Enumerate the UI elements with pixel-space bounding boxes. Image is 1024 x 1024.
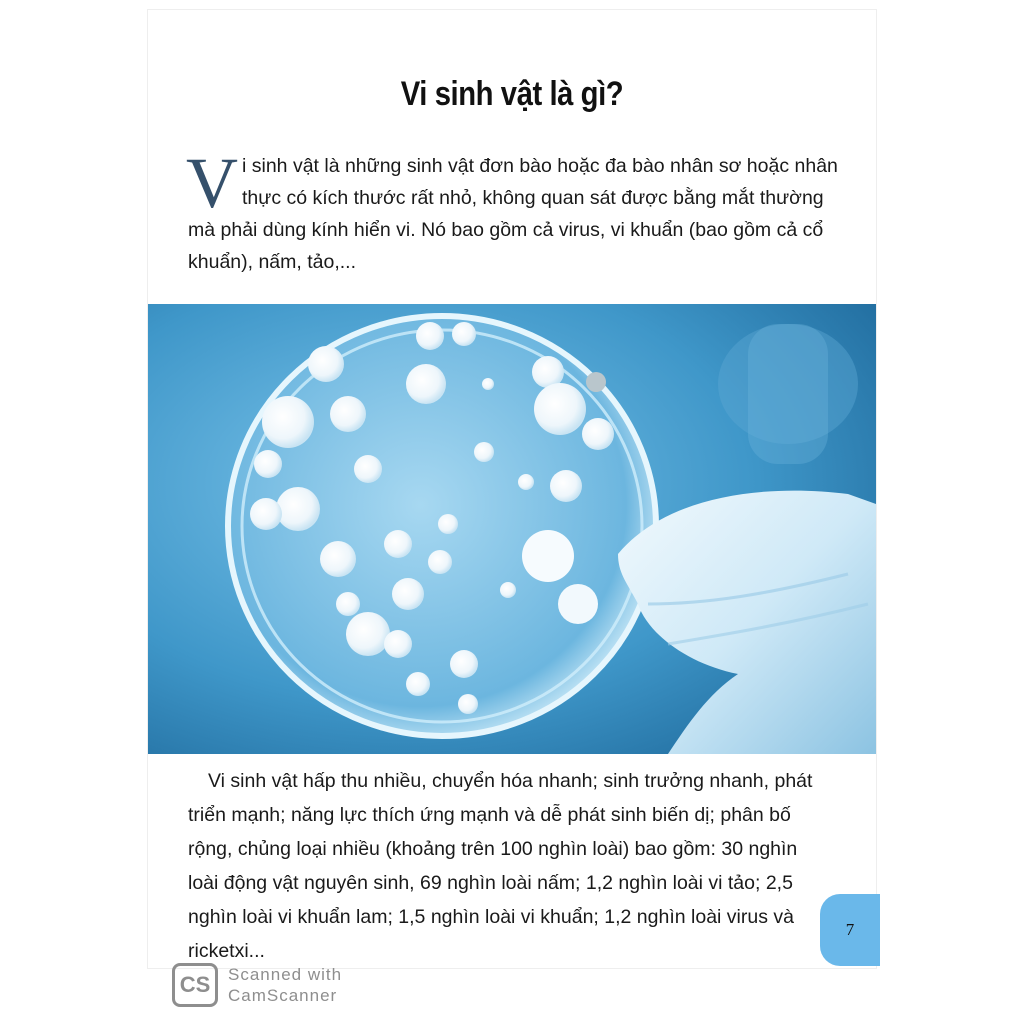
scanned-with-text: Scanned with: [228, 965, 343, 984]
camscanner-logo: CS: [172, 963, 218, 1007]
body-paragraph: Vi sinh vật hấp thu nhiều, chuyển hóa nhanh; sinh trưởng nhanh, phát triển mạnh; năng lực thích ứng mạnh và dễ phát sinh biến dị; phân bố rộng, chủng loại nhiều (khoảng trên 100 nghìn loài) bao gồm: 30 nghìn loài động vật nguyên sinh, 69 nghìn loài nấm; 1,2 nghìn loài vi tảo; 2,5 nghìn loài vi khuẩn lam; 1,5 nghìn loài vi khuẩn; 1,2 nghìn loài virus và ricketxi...: [188, 770, 813, 962]
book-page: [148, 10, 876, 968]
intro-paragraph: [186, 143, 848, 278]
drop-cap: V: [186, 143, 238, 223]
camscanner-watermark: [172, 962, 342, 1008]
intro-text: i sinh vật là những sinh vật đơn bào hoặc đa bào nhân sơ hoặc nhân thực có kích thước rất nhỏ, không quan sát được bằng mắt thường mà phải dùng kính hiển vi. Nó bao gồm cả virus, vi khuẩn (bao gồm cả cổ khuẩn), nấm, tảo,...: [188, 155, 838, 273]
camscanner-text: CamScanner: [228, 986, 338, 1005]
petri-dish-illustration: [148, 304, 876, 754]
page-number-tab: 7: [820, 894, 880, 966]
petri-dish-photo: [148, 304, 876, 754]
camscanner-label: [228, 964, 342, 1006]
page-title: Vi sinh vật là gì?: [400, 75, 624, 113]
